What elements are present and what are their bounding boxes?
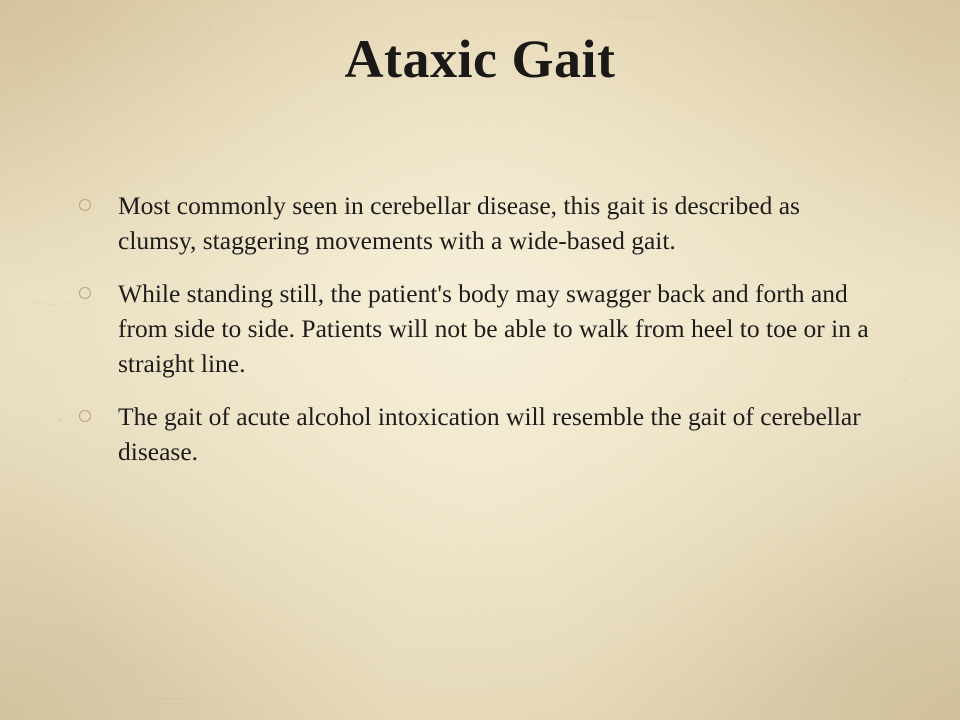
bullet-item: [0, 276, 960, 381]
hollow-circle-bullet-icon: [79, 199, 91, 211]
bullet-list: [0, 188, 960, 487]
bullet-text: Most commonly seen in cerebellar disease, this gait is described as clumsy, staggering movements with a wide-based gait.: [118, 191, 800, 255]
slide-title: Ataxic Gait: [344, 29, 616, 89]
hollow-circle-bullet-icon: [79, 287, 91, 299]
hollow-circle-bullet-icon: [79, 410, 91, 422]
bullet-text: The gait of acute alcohol intoxication will resemble the gait of cerebellar disease.: [118, 402, 861, 466]
bullet-item: [0, 188, 960, 258]
bullet-text: While standing still, the patient's body may swagger back and forth and from side to side. Patients will not be able to walk from heel to toe or in a straight line.: [118, 279, 869, 378]
bullet-item: [0, 399, 960, 469]
